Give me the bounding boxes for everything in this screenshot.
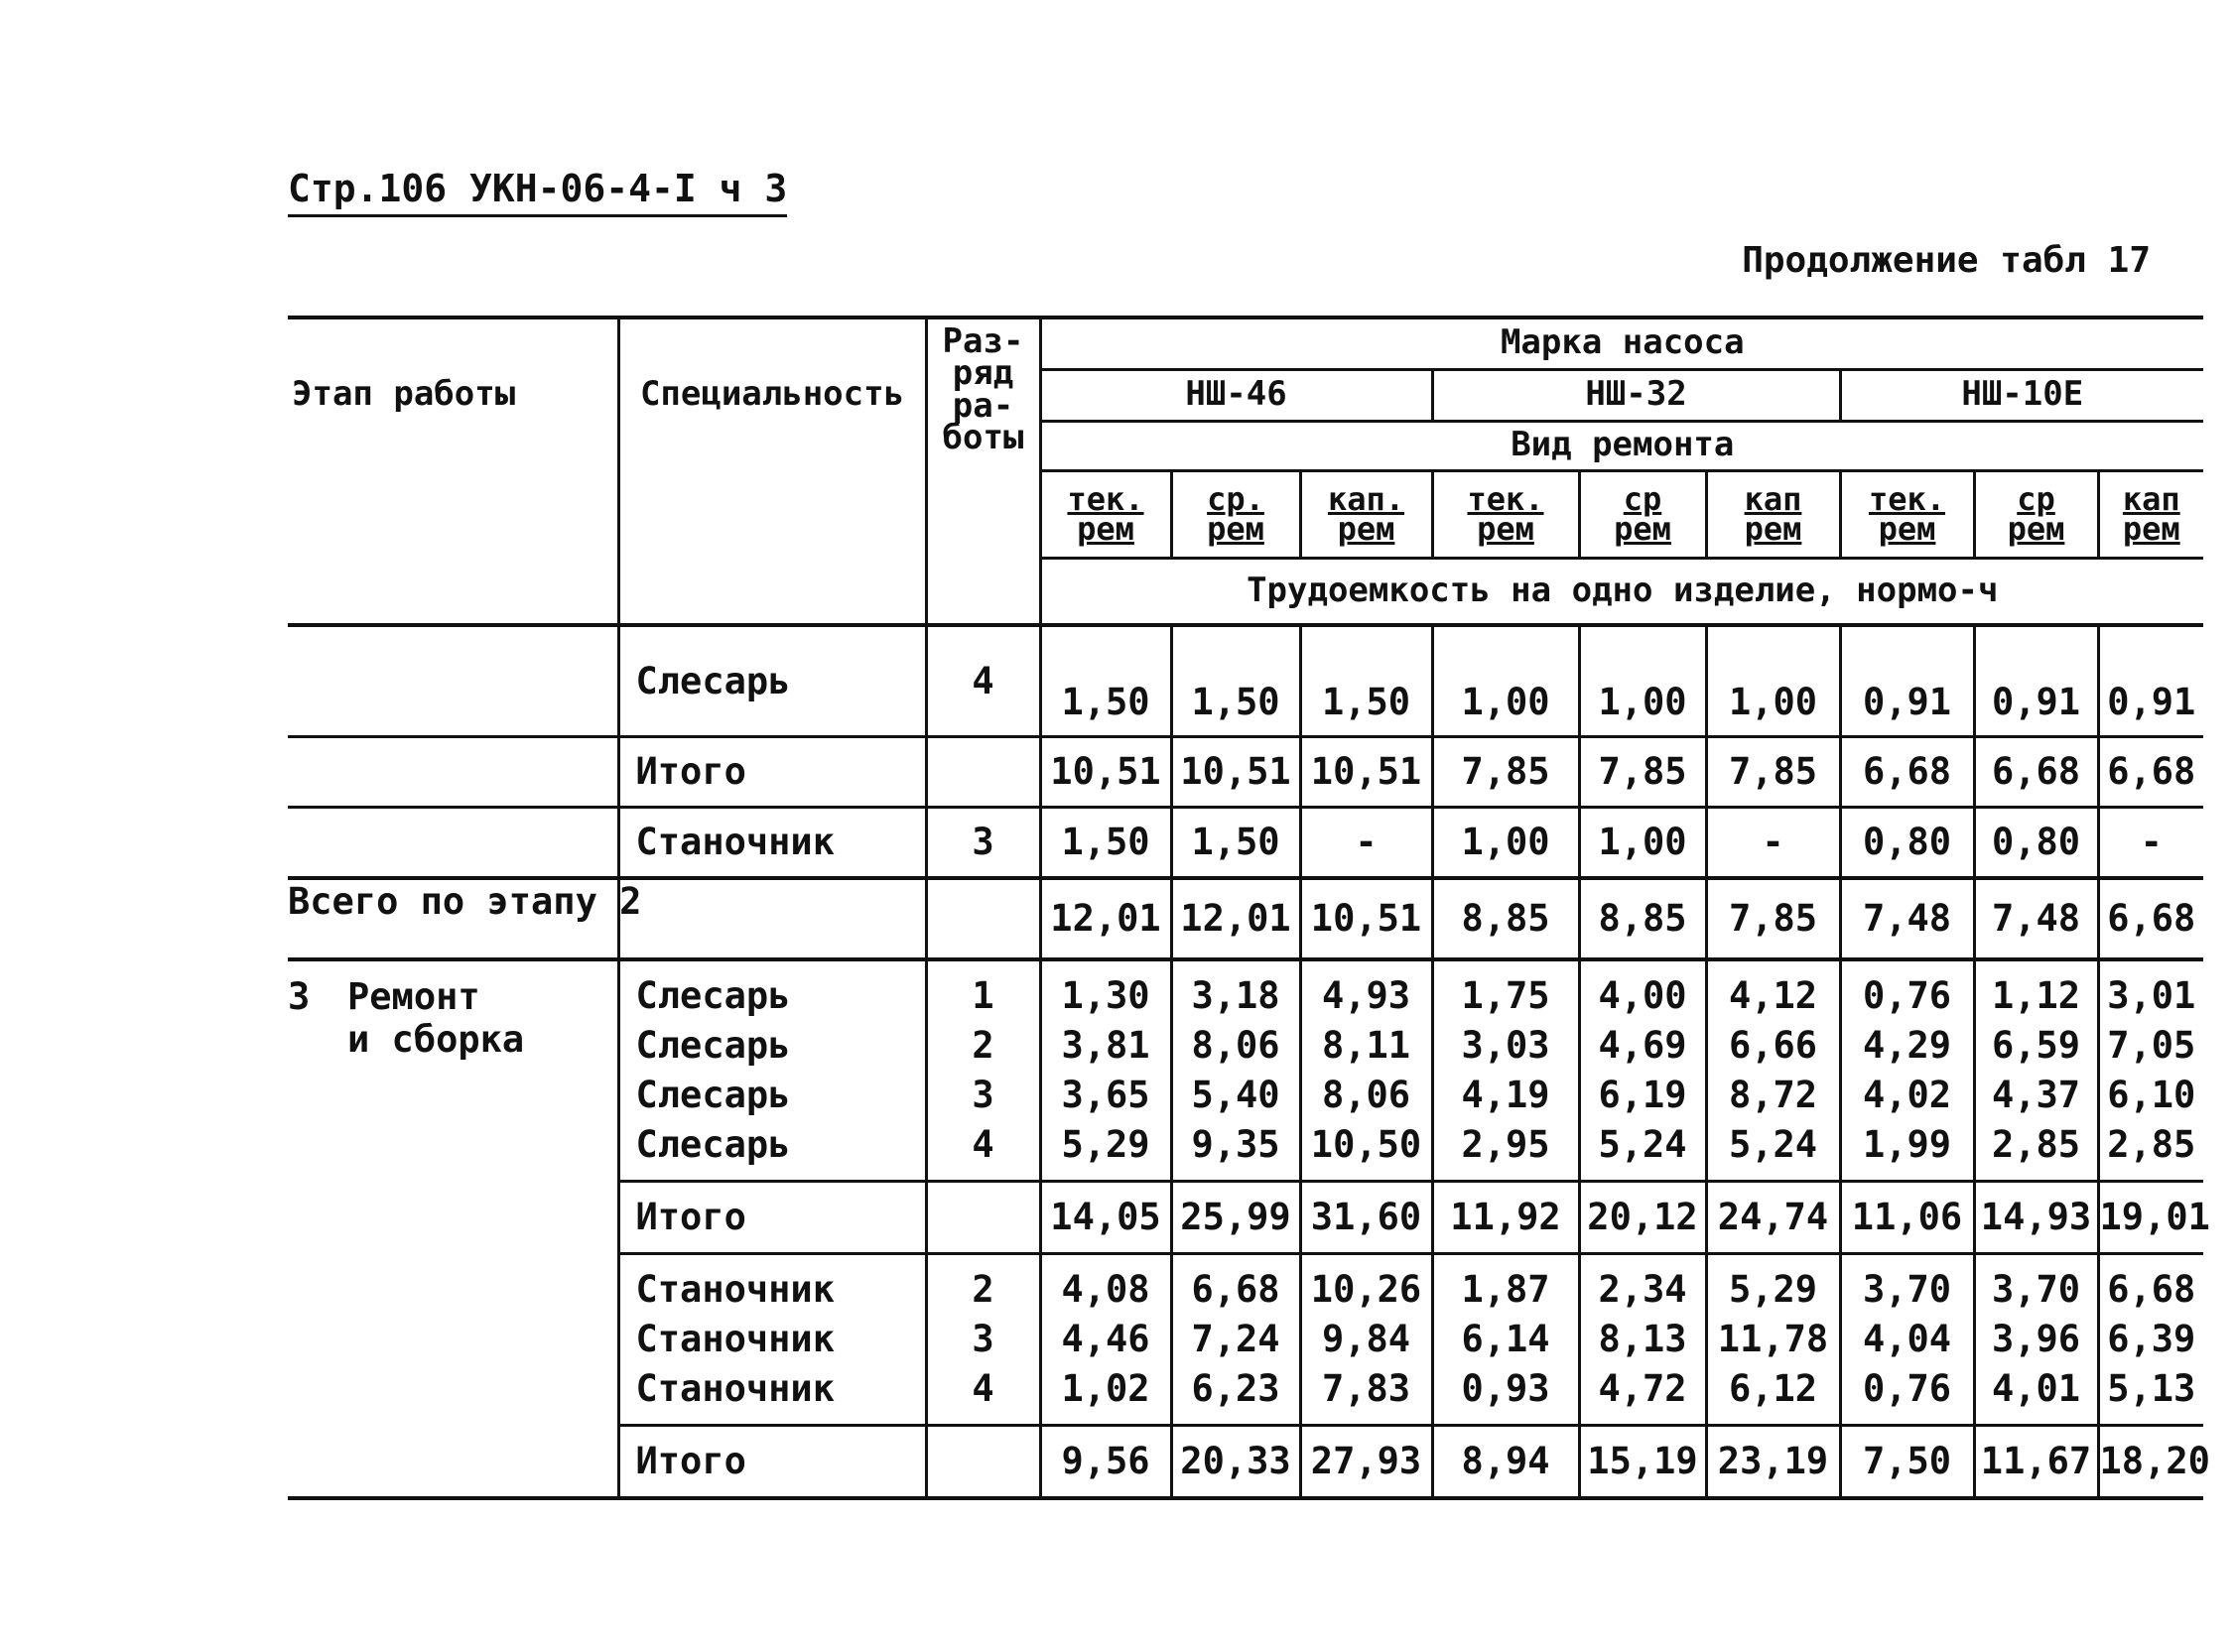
value-cell: 0,91 bbox=[2107, 680, 2196, 723]
value-line: 11,06 bbox=[1851, 1195, 1963, 1238]
value-cell bbox=[2098, 959, 2203, 1182]
value-line: 6,68 bbox=[2107, 1267, 2196, 1311]
value-cell bbox=[1300, 959, 1432, 1182]
repair-header-4: тек. рем bbox=[1432, 470, 1579, 558]
rank-line: 4 bbox=[972, 1366, 994, 1410]
table-continuation-label: Продолжение табл 17 bbox=[1742, 240, 2151, 281]
value-line: 8,06 bbox=[1191, 1023, 1280, 1067]
value-cell: 0,80 bbox=[1840, 807, 1974, 878]
rank-line: 1 bbox=[972, 973, 994, 1017]
value-line: 1,75 bbox=[1461, 973, 1550, 1017]
value-cell: 1,50 bbox=[1040, 807, 1171, 878]
value-cell bbox=[1300, 1425, 1432, 1498]
specialty-line: Станочник bbox=[635, 1366, 835, 1410]
value-cell bbox=[1040, 1425, 1171, 1498]
value-line: 1,12 bbox=[1991, 973, 2081, 1017]
specialty-cell: Итого bbox=[618, 736, 926, 807]
value-line: 9,84 bbox=[1321, 1317, 1411, 1360]
value-line: 2,95 bbox=[1461, 1122, 1550, 1166]
specialty-cell bbox=[618, 1181, 926, 1253]
value-line: 6,39 bbox=[2107, 1317, 2196, 1360]
value-line: 3,81 bbox=[1061, 1023, 1150, 1067]
value-line: 3,01 bbox=[2107, 973, 2196, 1017]
value-cell: 10,51 bbox=[1171, 736, 1300, 807]
specialty-line: Слесарь bbox=[635, 1122, 791, 1166]
value-cell: 7,48 bbox=[1974, 878, 2098, 959]
repair-header-2: ср. рем bbox=[1171, 470, 1300, 558]
value-line: 10,26 bbox=[1310, 1267, 1422, 1311]
specialty-cell bbox=[618, 1253, 926, 1425]
stage-name: Ремонт и сборка bbox=[347, 974, 525, 1061]
value-line: 5,29 bbox=[1728, 1267, 1818, 1311]
value-line: 15,19 bbox=[1587, 1439, 1698, 1482]
specialty-line: Слесарь bbox=[635, 973, 791, 1017]
value-line: 1,02 bbox=[1061, 1366, 1150, 1410]
value-cell bbox=[1840, 1425, 1974, 1498]
value-cell: 1,00 bbox=[1579, 807, 1706, 878]
repair-header-3: кап. рем bbox=[1300, 470, 1432, 558]
stage-cell bbox=[288, 959, 618, 1498]
value-line: 7,83 bbox=[1321, 1366, 1411, 1410]
rank-line: 2 bbox=[972, 1267, 994, 1311]
rank-line: 2 bbox=[972, 1023, 994, 1067]
value-line: 4,19 bbox=[1461, 1073, 1550, 1116]
value-line: 3,18 bbox=[1191, 973, 1280, 1017]
value-cell bbox=[1974, 1253, 2098, 1425]
stage-cell bbox=[288, 807, 618, 878]
value-line: 3,70 bbox=[1991, 1267, 2081, 1311]
value-cell bbox=[1974, 959, 2098, 1182]
value-cell bbox=[1171, 959, 1300, 1182]
value-line: 6,14 bbox=[1461, 1317, 1550, 1360]
value-line: 2,85 bbox=[1991, 1122, 2081, 1166]
value-line: 25,99 bbox=[1180, 1195, 1291, 1238]
col-header-specialty: Специальность bbox=[618, 318, 926, 625]
value-line: 4,08 bbox=[1061, 1267, 1150, 1311]
value-cell: 12,01 bbox=[1171, 878, 1300, 959]
value-line: 4,12 bbox=[1728, 973, 1818, 1017]
rank-cell bbox=[926, 1425, 1040, 1498]
value-cell bbox=[1706, 959, 1840, 1182]
rank-cell bbox=[926, 1253, 1040, 1425]
value-line: 10,50 bbox=[1310, 1122, 1422, 1166]
specialty-line: Станочник bbox=[635, 1267, 835, 1311]
value-cell: 8,85 bbox=[1432, 878, 1579, 959]
value-cell bbox=[1432, 959, 1579, 1182]
rank-cell bbox=[926, 1181, 1040, 1253]
value-cell: 10,51 bbox=[1300, 878, 1432, 959]
brand-ns10e: НШ-10Е bbox=[1840, 369, 2203, 421]
value-cell: 8,85 bbox=[1579, 878, 1706, 959]
rank-cell bbox=[926, 959, 1040, 1182]
value-cell bbox=[1579, 959, 1706, 1182]
value-line: 7,05 bbox=[2107, 1023, 2196, 1067]
value-line: 31,60 bbox=[1310, 1195, 1422, 1238]
value-cell: 7,85 bbox=[1706, 878, 1840, 959]
specialty-line: Станочник bbox=[635, 1317, 835, 1360]
value-cell bbox=[1579, 1181, 1706, 1253]
col-header-rank-text: Раз- ряд ра- боты bbox=[942, 321, 1024, 457]
value-cell bbox=[1974, 1181, 2098, 1253]
rank-cell bbox=[926, 736, 1040, 807]
col-header-stage: Этап работы bbox=[288, 318, 618, 625]
value-cell bbox=[1579, 1425, 1706, 1498]
labor-table bbox=[288, 316, 2210, 1500]
value-line: 27,93 bbox=[1310, 1439, 1422, 1482]
value-line: 8,72 bbox=[1728, 1073, 1818, 1116]
value-cell bbox=[1840, 959, 1974, 1182]
value-cell: 6,68 bbox=[1840, 736, 1974, 807]
specialty-cell: Слесарь bbox=[618, 625, 926, 736]
stage-cell bbox=[288, 736, 618, 807]
stage-cell bbox=[288, 625, 618, 736]
value-cell bbox=[1579, 1253, 1706, 1425]
value-cell bbox=[2098, 1181, 2210, 1253]
rank-line: 3 bbox=[972, 1073, 994, 1116]
value-cell bbox=[1040, 959, 1171, 1182]
rank-line: 3 bbox=[972, 1317, 994, 1360]
table-row bbox=[288, 625, 2203, 736]
value-line: 9,35 bbox=[1191, 1122, 1280, 1166]
repair-header-8: ср рем bbox=[1974, 470, 2098, 558]
value-cell: 12,01 bbox=[1040, 878, 1171, 959]
specialty-cell: Станочник bbox=[618, 807, 926, 878]
value-cell bbox=[2098, 1425, 2210, 1498]
value-line: 18,20 bbox=[2099, 1439, 2210, 1482]
specialty-line: Слесарь bbox=[635, 1023, 791, 1067]
value-line: 1,30 bbox=[1061, 973, 1150, 1017]
value-cell: 1,50 bbox=[1171, 807, 1300, 878]
value-line: 14,05 bbox=[1050, 1195, 1161, 1238]
value-cell: 7,85 bbox=[1706, 736, 1840, 807]
value-line: 3,70 bbox=[1862, 1267, 1952, 1311]
value-cell: 1,00 bbox=[1706, 625, 1840, 736]
table-body bbox=[288, 625, 2210, 1498]
value-line: 4,69 bbox=[1598, 1023, 1687, 1067]
value-line: 4,02 bbox=[1862, 1073, 1952, 1116]
value-line: 20,12 bbox=[1587, 1195, 1698, 1238]
value-cell: 1,50 bbox=[1040, 625, 1171, 736]
value-line: 3,96 bbox=[1991, 1317, 2081, 1360]
value-cell bbox=[1432, 1253, 1579, 1425]
value-cell: 0,80 bbox=[1974, 807, 2098, 878]
value-line: 0,76 bbox=[1862, 1366, 1952, 1410]
repair-header-5: ср рем bbox=[1579, 470, 1706, 558]
value-cell: 0,91 bbox=[1974, 625, 2098, 736]
col-header-rank bbox=[926, 318, 1040, 625]
value-line: 4,37 bbox=[1991, 1073, 2081, 1116]
value-line: 9,56 bbox=[1061, 1439, 1150, 1482]
value-cell bbox=[1040, 1253, 1171, 1425]
value-line: 8,06 bbox=[1321, 1073, 1411, 1116]
value-cell bbox=[1171, 1253, 1300, 1425]
value-line: 5,24 bbox=[1728, 1122, 1818, 1166]
col-header-repair-type: Вид ремонта bbox=[1040, 421, 2203, 470]
value-cell bbox=[1300, 1253, 1432, 1425]
specialty-line: Итого bbox=[635, 1195, 746, 1238]
value-cell: 6,68 bbox=[2107, 750, 2196, 793]
value-line: 8,94 bbox=[1461, 1439, 1550, 1482]
value-line: 5,29 bbox=[1061, 1122, 1150, 1166]
value-cell bbox=[1171, 1425, 1300, 1498]
value-cell bbox=[1171, 1181, 1300, 1253]
value-line: 19,01 bbox=[2099, 1195, 2210, 1238]
brand-ns32: НШ-32 bbox=[1432, 369, 1840, 421]
specialty-line: Слесарь bbox=[635, 1073, 791, 1116]
specialty-line: Итого bbox=[635, 1439, 746, 1482]
value-cell: 1,00 bbox=[1579, 625, 1706, 736]
col-header-pump-brand: Марка насоса bbox=[1040, 318, 2203, 369]
rank-cell: 4 bbox=[926, 625, 1040, 736]
value-cell: 6,68 bbox=[2107, 897, 2196, 940]
value-line: 0,76 bbox=[1862, 973, 1952, 1017]
repair-header-9: кап рем bbox=[2098, 470, 2203, 558]
stage-cell: Всего по этапу 2 bbox=[288, 878, 618, 959]
value-line: 6,10 bbox=[2107, 1073, 2196, 1116]
value-line: 4,01 bbox=[1991, 1366, 2081, 1410]
value-cell: 10,51 bbox=[1300, 736, 1432, 807]
value-cell: 0,91 bbox=[1840, 625, 1974, 736]
value-line: 23,19 bbox=[1717, 1439, 1829, 1482]
value-line: 2,34 bbox=[1598, 1267, 1687, 1311]
value-cell: 7,48 bbox=[1840, 878, 1974, 959]
table-row bbox=[288, 807, 2203, 878]
stage-number: 3 bbox=[288, 974, 311, 1018]
value-line: 4,04 bbox=[1862, 1317, 1952, 1360]
value-cell bbox=[1840, 1253, 1974, 1425]
specialty-cell bbox=[618, 1425, 926, 1498]
value-cell bbox=[1432, 1181, 1579, 1253]
value-cell bbox=[2098, 1253, 2203, 1425]
value-line: 4,46 bbox=[1061, 1317, 1150, 1360]
specialty-cell bbox=[618, 878, 926, 959]
value-line: 11,92 bbox=[1450, 1195, 1561, 1238]
rank-cell: 3 bbox=[926, 807, 1040, 878]
value-line: 6,23 bbox=[1191, 1366, 1280, 1410]
specialty-cell bbox=[618, 959, 926, 1182]
table-row bbox=[288, 736, 2203, 807]
value-cell bbox=[1300, 1181, 1432, 1253]
value-line: 6,12 bbox=[1728, 1366, 1818, 1410]
value-cell bbox=[1974, 1425, 2098, 1498]
value-line: 20,33 bbox=[1180, 1439, 1291, 1482]
repair-header-1: тек. рем bbox=[1040, 470, 1171, 558]
value-cell: 6,68 bbox=[1974, 736, 2098, 807]
value-cell bbox=[1706, 1253, 1840, 1425]
value-cell: - bbox=[1706, 807, 1840, 878]
table-header bbox=[288, 318, 2203, 625]
value-cell: 10,51 bbox=[1040, 736, 1171, 807]
value-line: 6,19 bbox=[1598, 1073, 1687, 1116]
value-cell bbox=[1040, 1181, 1171, 1253]
repair-header-7: тек. рем bbox=[1840, 470, 1974, 558]
col-header-labor-unit: Трудоемкость на одно изделие, нормо-ч bbox=[1040, 558, 2203, 625]
value-cell bbox=[1706, 1181, 1840, 1253]
value-line: 4,72 bbox=[1598, 1366, 1687, 1410]
value-cell: 1,50 bbox=[1171, 625, 1300, 736]
value-line: 1,87 bbox=[1461, 1267, 1550, 1311]
value-line: 24,74 bbox=[1717, 1195, 1829, 1238]
value-line: 4,00 bbox=[1598, 973, 1687, 1017]
repair-header-6: кап рем bbox=[1706, 470, 1840, 558]
value-cell bbox=[1840, 1181, 1974, 1253]
rank-cell bbox=[926, 878, 1040, 959]
value-cell: - bbox=[1300, 807, 1432, 878]
value-line: 14,93 bbox=[1980, 1195, 2092, 1238]
value-cell: 1,00 bbox=[1432, 625, 1579, 736]
value-line: 0,93 bbox=[1461, 1366, 1550, 1410]
value-line: 11,67 bbox=[1980, 1439, 2092, 1482]
value-line: 7,24 bbox=[1191, 1317, 1280, 1360]
value-line: 5,24 bbox=[1598, 1122, 1687, 1166]
value-line: 1,99 bbox=[1862, 1122, 1952, 1166]
value-cell: 7,85 bbox=[1579, 736, 1706, 807]
page-reference: Стр.106 УКН-06-4-I ч 3 bbox=[288, 167, 787, 217]
value-line: 4,29 bbox=[1862, 1023, 1952, 1067]
value-line: 2,85 bbox=[2107, 1122, 2196, 1166]
value-line: 8,11 bbox=[1321, 1023, 1411, 1067]
value-line: 7,50 bbox=[1862, 1439, 1952, 1482]
value-cell: 1,00 bbox=[1432, 807, 1579, 878]
value-line: 8,13 bbox=[1598, 1317, 1687, 1360]
rank-line: 4 bbox=[972, 1122, 994, 1166]
value-line: 3,03 bbox=[1461, 1023, 1550, 1067]
value-cell bbox=[1706, 1425, 1840, 1498]
value-line: 6,66 bbox=[1728, 1023, 1818, 1067]
value-line: 6,68 bbox=[1191, 1267, 1280, 1311]
value-line: 5,40 bbox=[1191, 1073, 1280, 1116]
value-cell: 7,85 bbox=[1432, 736, 1579, 807]
value-line: 6,59 bbox=[1991, 1023, 2081, 1067]
value-cell bbox=[1432, 1425, 1579, 1498]
table-row bbox=[288, 878, 2203, 959]
value-line: 5,13 bbox=[2107, 1366, 2196, 1410]
table-row bbox=[288, 959, 2203, 1182]
value-cell: 1,50 bbox=[1300, 625, 1432, 736]
brand-ns46: НШ-46 bbox=[1040, 369, 1432, 421]
value-cell: - bbox=[2140, 821, 2163, 863]
value-line: 3,65 bbox=[1061, 1073, 1150, 1116]
value-line: 4,93 bbox=[1321, 973, 1411, 1017]
value-line: 11,78 bbox=[1717, 1317, 1829, 1360]
